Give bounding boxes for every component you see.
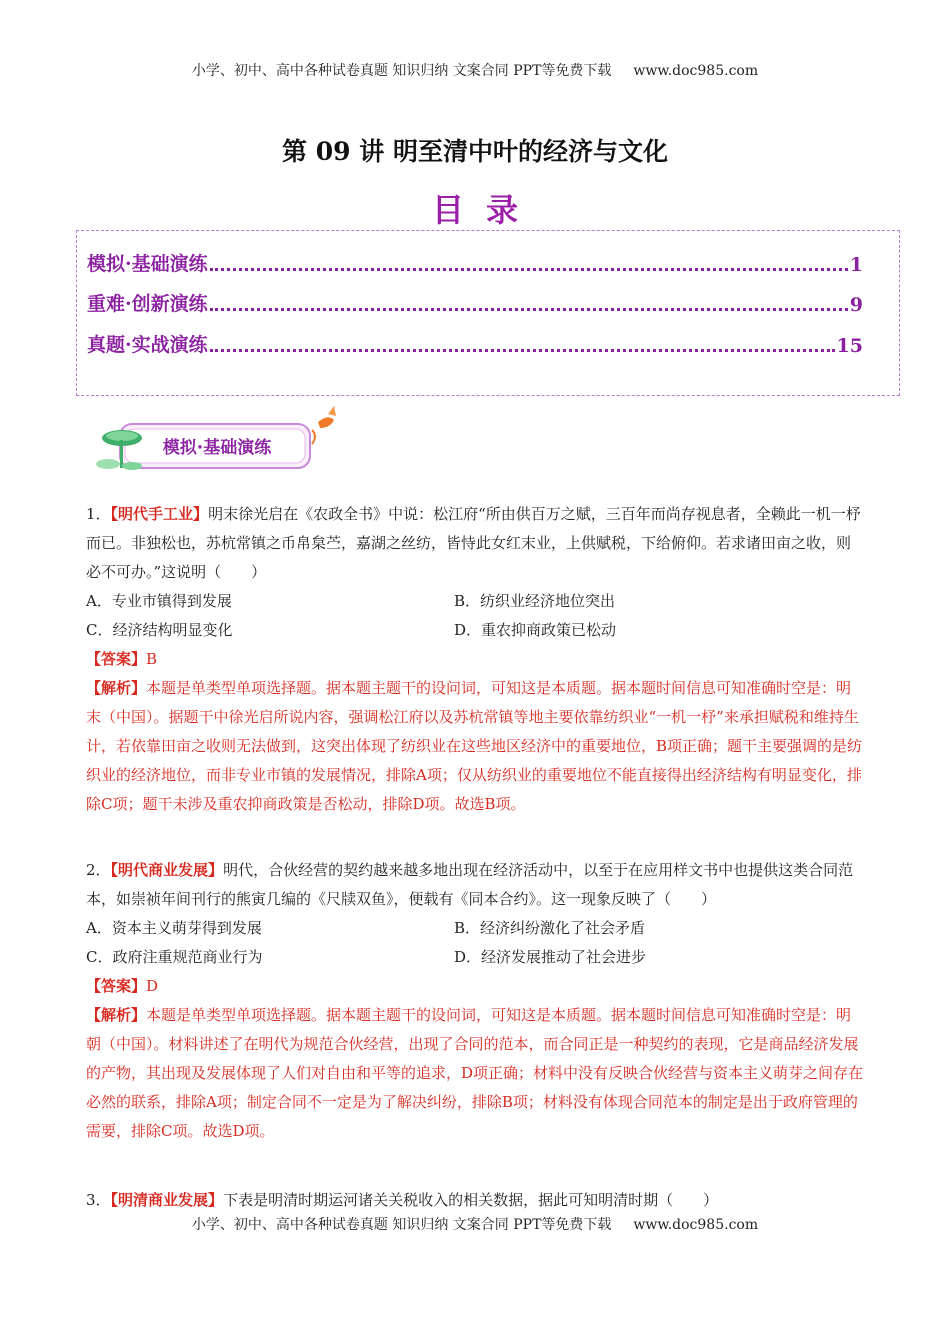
- question-2: [86, 856, 864, 1146]
- question-number: 2．: [86, 861, 111, 879]
- explanation-key: 【解析】: [86, 679, 147, 697]
- footer-text: 小学、初中、高中各种试卷真题 知识归纳 文案合同 PPT等免费下载: [191, 1217, 612, 1233]
- toc-item-page: 15: [836, 335, 863, 357]
- toc-item-page: 1: [849, 254, 863, 276]
- toc-leader-dots: [210, 308, 848, 311]
- toc-item-label: 真题·实战演练: [87, 334, 208, 356]
- question-number: 1．: [86, 505, 111, 523]
- question-topic-tag: 【明代商业发展】: [110, 861, 224, 879]
- toc-item[interactable]: [87, 286, 863, 316]
- explanation-text: 本题是单类型单项选择题。据本题主题干的设问词，可知这是本质题。据本题时间信息可知准确时空是：明末（中国）。据题干中徐光启所说内容，强调松江府以及苏杭常镇等地主要依靠纺织业“一机一杼”来承担赋税和维持生计，若依靠田亩之收则无法做到，这突出体现了纺织业在这些地区经济中的重要地位，B项正确；题干主要强调的是纺织业的经济地位，而非专业市镇的发展情况，排除A项；仅从纺织业的重要地位不能直接得出经济结构有明显变化，排除C项；题干未涉及重农抑商政策是否松动，排除D项。故选B项。: [86, 679, 863, 813]
- toc-leader-dots: [210, 268, 848, 271]
- toc-item-label: 模拟·基础演练: [87, 253, 208, 275]
- question-stem: [86, 1186, 864, 1215]
- toc-heading: 目录: [431, 191, 540, 229]
- table-of-contents: [76, 230, 900, 396]
- question-1: [86, 500, 864, 819]
- toc-item-page: 9: [849, 294, 863, 316]
- explanation-text: 本题是单类型单项选择题。据本题主题干的设问词，可知这是本质题。据本题时间信息可知准确时空是：明朝（中国）。材料讲述了在明代为规范合伙经营，出现了合同的范本，而合同正是一种契约的表现，它是商品经济发展的产物，其出现及发展体现了人们对自由和平等的追求，D项正确；材料中没有反映合伙经营与资本主义萌芽之间存在必然的联系，排除A项；制定合同不一定是为了解决纠纷，排除B项；材料没有体现合同范本的制定是出于政府管理的需要，排除C项。故选D项。: [86, 1006, 864, 1140]
- page-header: [0, 60, 950, 80]
- explanation: [86, 674, 864, 819]
- toc-item[interactable]: [87, 327, 863, 357]
- document-title: 第 09 讲 明至清中叶的经济与文化: [282, 137, 668, 166]
- answer-line: [86, 972, 864, 1001]
- option-b[interactable]: B．纺织业经济地位突出: [454, 592, 616, 610]
- answer-key: 【答案】: [86, 650, 147, 668]
- options-grid: [86, 914, 864, 972]
- option-d[interactable]: D．重农抑商政策已松动: [454, 621, 617, 639]
- question-text: 下表是明清时期运河诸关关税收入的相关数据，据此可知明清时期（ ）: [223, 1191, 719, 1209]
- header-url[interactable]: www.doc985.com: [633, 63, 759, 79]
- explanation-key: 【解析】: [86, 1006, 147, 1024]
- explanation: [86, 1001, 864, 1146]
- option-a[interactable]: A．资本主义萌芽得到发展: [86, 919, 262, 937]
- option-c[interactable]: C．经济结构明显变化: [86, 621, 233, 639]
- toc-item-label: 重难·创新演练: [87, 293, 208, 315]
- page-footer: [0, 1214, 950, 1234]
- question-stem: [86, 856, 864, 914]
- question-text: 明代，合伙经营的契约越来越多地出现在经济活动中，以至于在应用样文书中也提供这类合同范本，如崇祯年间刊行的熊寅几编的《尺牍双鱼》，便载有《同本合约》。这一现象反映了（ ）: [86, 861, 854, 908]
- footer-url[interactable]: www.doc985.com: [633, 1217, 759, 1233]
- header-text: 小学、初中、高中各种试卷真题 知识归纳 文案合同 PPT等免费下载: [191, 63, 612, 79]
- question-topic-tag: 【明清商业发展】: [110, 1191, 224, 1209]
- option-c[interactable]: C．政府注重规范商业行为: [86, 948, 263, 966]
- options-grid: [86, 587, 864, 645]
- option-b[interactable]: B．经济纠纷激化了社会矛盾: [454, 919, 646, 937]
- answer-value: D: [146, 977, 159, 995]
- question-text: 明末徐光启在《农政全书》中说：松江府“所由供百万之赋，三百年而尚存视息者，全赖此一机一杼而已。非独松也，苏杭常镇之币帛枲苎，嘉湖之丝纺，皆恃此女红末业，上供赋税，下给俯仰。若求诸田亩之收，则必不可办。”这说明（ ）: [86, 505, 861, 581]
- goldfish-icon: [312, 406, 336, 444]
- answer-key: 【答案】: [86, 977, 147, 995]
- section-banner-label: 模拟·基础演练: [162, 437, 272, 458]
- toc-item[interactable]: [87, 246, 863, 276]
- question-3: [86, 1186, 864, 1215]
- question-number: 3．: [86, 1191, 111, 1209]
- option-a[interactable]: A．专业市镇得到发展: [86, 592, 232, 610]
- toc-leader-dots: [210, 349, 835, 352]
- answer-line: [86, 645, 864, 674]
- question-stem: [86, 500, 864, 587]
- option-d[interactable]: D．经济发展推动了社会进步: [454, 948, 647, 966]
- answer-value: B: [146, 650, 158, 668]
- question-topic-tag: 【明代手工业】: [110, 505, 209, 523]
